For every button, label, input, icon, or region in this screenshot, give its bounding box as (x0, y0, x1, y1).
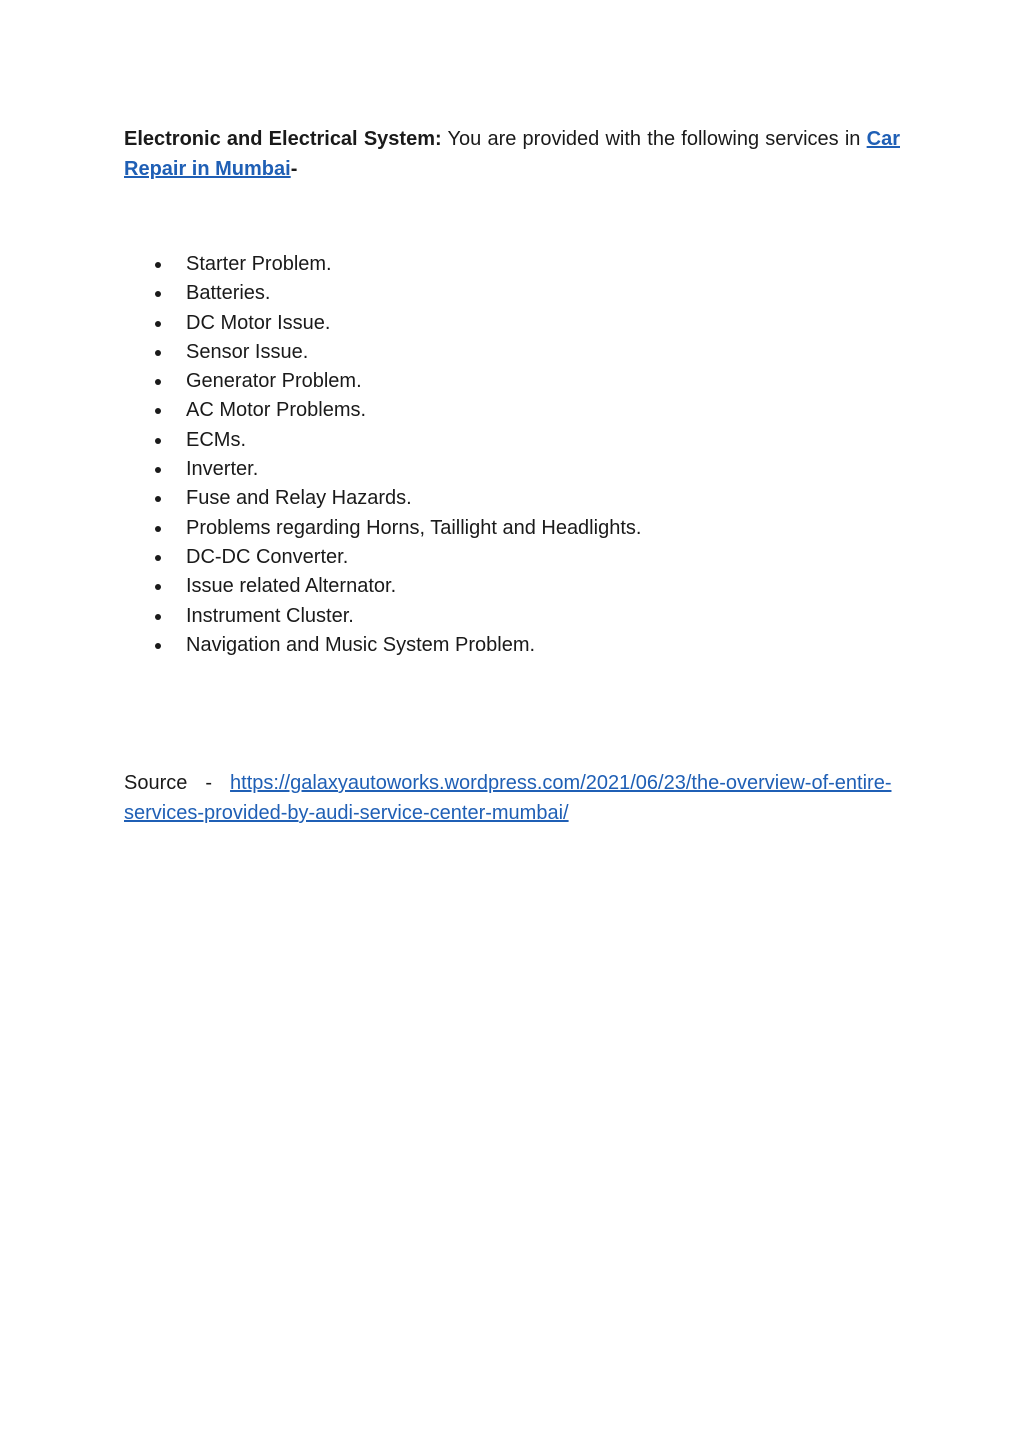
bullet-icon (155, 526, 161, 532)
list-item-text: Problems regarding Horns, Taillight and Headlights. (186, 516, 642, 539)
list-item-text: Starter Problem. (186, 253, 332, 275)
bullet-icon (155, 467, 161, 473)
bullet-icon (155, 496, 161, 502)
car-repair-link[interactable]: Car Repair in Mumbai (124, 128, 900, 180)
list-item (124, 396, 900, 425)
list-item-text: Sensor Issue. (186, 340, 309, 363)
source-separator: - (205, 772, 213, 795)
document-page (124, 124, 900, 828)
services-list (124, 250, 900, 660)
list-item-text: Generator Problem. (186, 370, 362, 393)
bullet-icon (155, 379, 161, 385)
list-item-text: Issue related Alternator. (186, 575, 397, 598)
list-item (124, 572, 900, 601)
list-item (124, 309, 900, 338)
section-heading: Electronic and Electrical System: (124, 128, 442, 150)
list-item (124, 514, 900, 543)
intro-text: You are provided with the following services in (441, 128, 867, 150)
bullet-icon (155, 438, 161, 444)
list-item (124, 455, 900, 484)
bullet-icon (155, 350, 161, 356)
source-label: Source (124, 772, 188, 795)
intro-paragraph (124, 124, 900, 184)
list-item-text: Fuse and Relay Hazards. (186, 487, 412, 510)
list-item (124, 250, 900, 279)
bullet-icon (155, 555, 161, 561)
list-item-text: Navigation and Music System Problem. (186, 633, 536, 656)
bullet-icon (155, 321, 161, 327)
list-item-text: DC-DC Converter. (186, 545, 349, 568)
source-link[interactable]: https://galaxyautoworks.wordpress.com/2021/06/23/the-overview-of-entire-services-provided-by-audi-service-center-mumbai/ (124, 772, 892, 825)
list-item-text: AC Motor Problems. (186, 399, 367, 422)
bullet-icon (155, 643, 161, 649)
list-item (124, 338, 900, 367)
list-item-text: DC Motor Issue. (186, 311, 331, 334)
bullet-icon (155, 262, 161, 268)
intro-trailing-dash: - (290, 158, 298, 180)
list-item (124, 279, 900, 308)
list-item (124, 602, 900, 631)
bullet-icon (155, 584, 161, 590)
list-item-text: ECMs. (186, 428, 246, 451)
bullet-icon (155, 614, 161, 620)
source-paragraph (124, 768, 900, 828)
list-item (124, 484, 900, 513)
bullet-icon (155, 291, 161, 297)
list-item (124, 367, 900, 396)
list-item (124, 543, 900, 572)
list-item-text: Instrument Cluster. (186, 604, 354, 627)
list-item-text: Inverter. (186, 458, 259, 481)
list-item-text: Batteries. (186, 282, 271, 305)
bullet-icon (155, 408, 161, 414)
list-item (124, 426, 900, 455)
list-item (124, 631, 900, 660)
